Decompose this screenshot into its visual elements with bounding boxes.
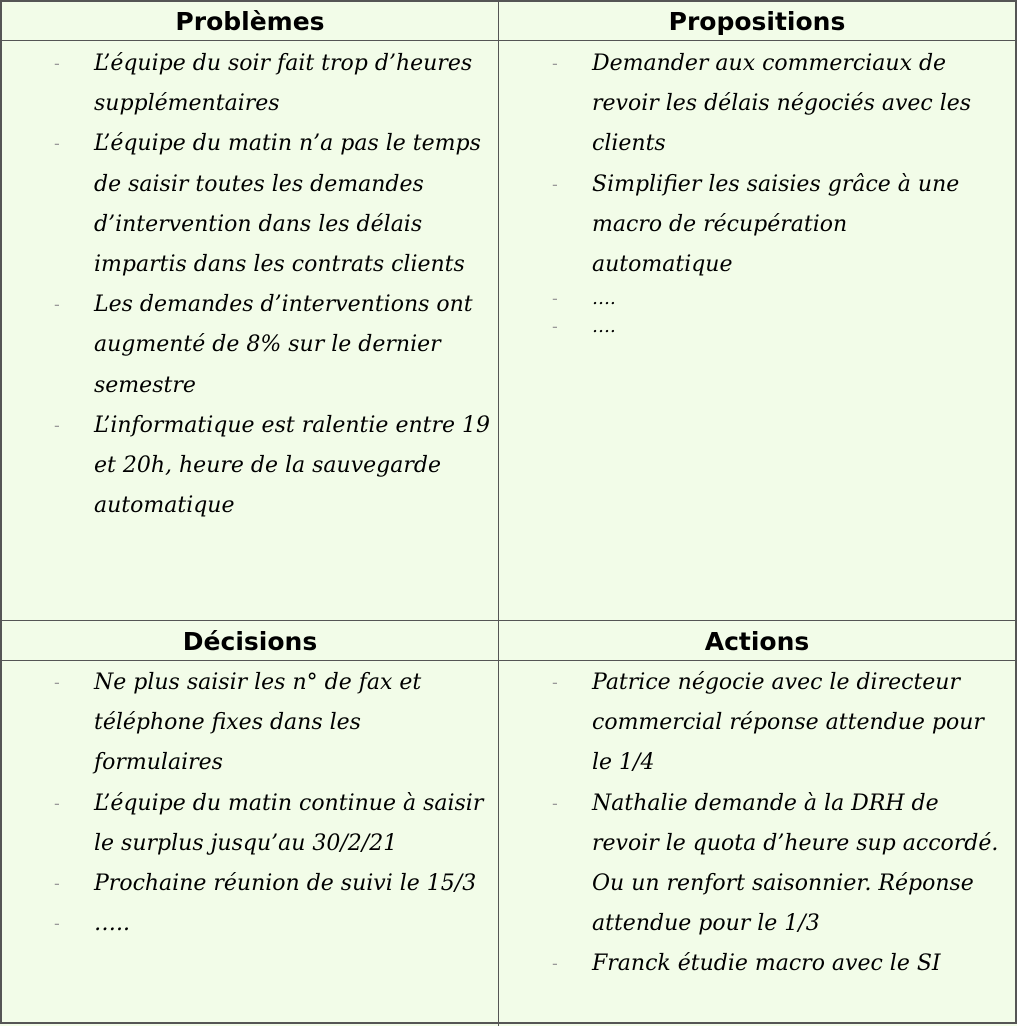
header-actions: Actions — [704, 627, 810, 656]
actions-list — [552, 663, 1004, 985]
list-item: - Demander aux commerciaux de revoir les délais négociés avec les clients — [552, 44, 982, 165]
bullet-dash: - — [54, 54, 60, 73]
header-divider-top — [2, 40, 1017, 41]
bullet-dash: - — [54, 673, 60, 692]
header-divider-bottom — [2, 660, 1017, 661]
bullet-dash: - — [552, 793, 558, 813]
bullet-dash: - — [54, 134, 60, 154]
header-problemes: Problèmes — [175, 7, 325, 36]
list-item: - Franck étudie macro avec le SI — [552, 944, 1004, 984]
list-item: - Patrice négocie avec le directeur commercial réponse attendue pour le 1/4 — [552, 663, 1004, 784]
header-decisions: Décisions — [182, 627, 318, 656]
header-propositions: Propositions — [668, 7, 846, 36]
row-divider — [2, 620, 1017, 621]
list-item: - Prochaine réunion de suivi le 15/3 — [54, 864, 494, 904]
list-item: - …. — [552, 285, 982, 313]
bullet-dash: - — [54, 415, 60, 435]
list-item: - …. — [552, 313, 982, 341]
bullet-dash: - — [552, 317, 558, 337]
list-item: - Nathalie demande à la DRH de revoir le quota d’heure sup accordé. Ou un renfort saisonnier. Réponse attendue pour le 1/3 — [552, 784, 1004, 945]
list-item: - Ne plus saisir les n° de fax et téléphone fixes dans les formulaires — [54, 663, 494, 784]
list-item: - Les demandes d’interventions ont augmenté de 8% sur le dernier semestre — [54, 285, 494, 406]
list-item: - L’équipe du matin n’a pas le temps de saisir toutes les demandes d’intervention dans les délais impartis dans les contrats clients — [54, 124, 494, 285]
decisions-list — [54, 663, 494, 944]
list-item: - L’équipe du soir fait trop d’heures supplémentaires — [54, 44, 494, 124]
column-divider — [498, 2, 499, 1026]
bullet-dash: - — [552, 289, 558, 309]
propositions-list — [552, 44, 982, 341]
bullet-dash: - — [54, 295, 60, 315]
list-item: - Simplifier les saisies grâce à une macro de récupération automatique — [552, 165, 982, 286]
list-item: - L’équipe du matin continue à saisir le surplus jusqu’au 30/2/21 — [54, 784, 494, 864]
problemes-list — [54, 44, 494, 526]
bullet-dash: - — [54, 914, 60, 934]
bullet-dash: - — [54, 874, 60, 894]
bullet-dash: - — [552, 174, 558, 194]
bullet-dash: - — [552, 54, 558, 73]
list-item: - ….. — [54, 904, 494, 944]
bullet-dash: - — [552, 954, 558, 974]
bullet-dash: - — [552, 673, 558, 692]
bullet-dash: - — [54, 793, 60, 813]
list-item: - L’informatique est ralentie entre 19 et 20h, heure de la sauvegarde automatique — [54, 406, 494, 527]
